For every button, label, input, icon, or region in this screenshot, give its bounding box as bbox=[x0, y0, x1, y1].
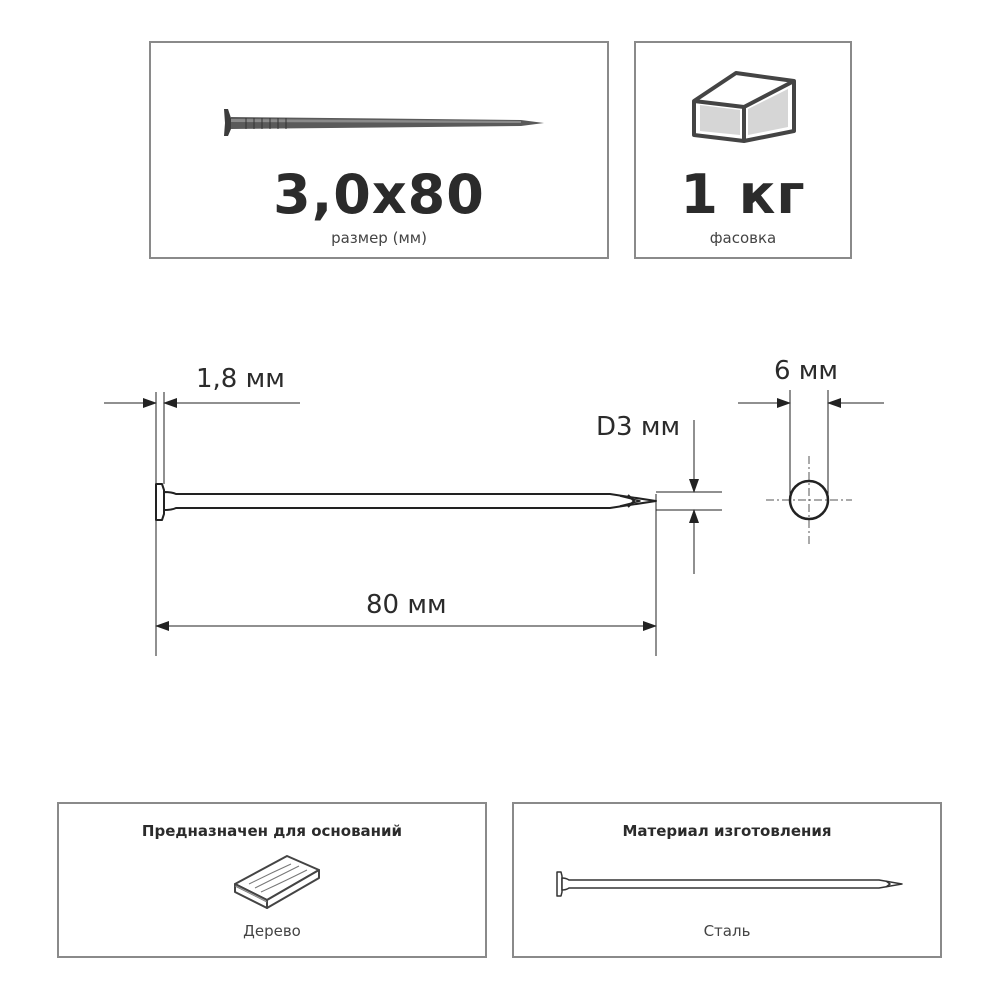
pack-caption: фасовка bbox=[709, 229, 777, 247]
material-title: Материал изготовления bbox=[622, 822, 832, 840]
pack-value: 1 кг bbox=[680, 163, 806, 226]
material-item: Сталь bbox=[703, 922, 751, 940]
base-item: Дерево bbox=[243, 922, 301, 940]
length-label: 80 мм bbox=[366, 590, 447, 620]
head-thickness-label: 1,8 мм bbox=[196, 364, 285, 394]
size-value: 3,0x80 bbox=[273, 163, 485, 226]
base-title: Предназначен для оснований bbox=[141, 822, 403, 840]
base-card bbox=[57, 802, 487, 958]
shank-diameter-label: D3 мм bbox=[596, 412, 681, 442]
size-caption: размер (мм) bbox=[331, 229, 427, 247]
material-card bbox=[512, 802, 942, 958]
head-diameter-label: 6 мм bbox=[774, 356, 839, 386]
